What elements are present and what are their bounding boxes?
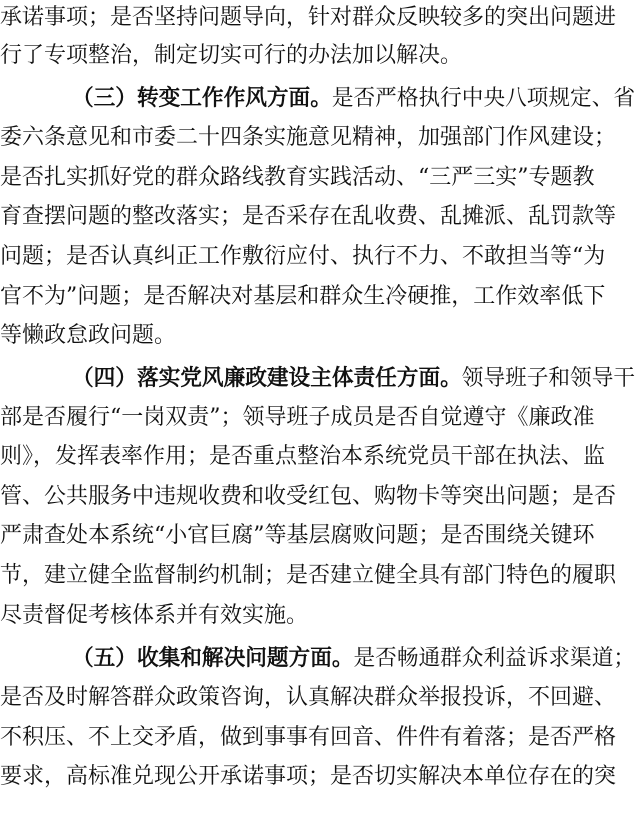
paragraph-line bbox=[0, 683, 639, 721]
line-text: 育查摆问题的整改落实；是否采存在乱收费、乱摊派、乱罚款等 bbox=[0, 204, 617, 229]
line-text: 是否严格执行中央八项规定、省 bbox=[331, 86, 636, 111]
line-text: 官不为”问题；是否解决对基层和群众生冷硬推，工作效率低下 bbox=[0, 284, 606, 309]
section-heading-line bbox=[0, 84, 639, 122]
paragraph-line bbox=[0, 762, 639, 800]
paragraph-line bbox=[0, 123, 639, 161]
paragraph-line bbox=[0, 242, 639, 280]
line-text: 节，建立健全监督制约机制；是否建立健全具有部门特色的履职 bbox=[0, 563, 617, 588]
paragraph-line bbox=[0, 403, 639, 441]
line-text: 严肃查处本系统“小官巨腐”等基层腐败问题；是否围绕关键环 bbox=[0, 523, 595, 548]
paragraph-line bbox=[0, 41, 639, 79]
line-text: 是否扎实抓好党的群众路线教育实践活动、“三严三实”专题教 bbox=[0, 165, 595, 190]
line-text: 不积压、不上交矛盾，做到事事有回音、件件有着落；是否严格 bbox=[0, 725, 617, 750]
paragraph-line bbox=[0, 442, 639, 480]
paragraph-line bbox=[0, 561, 639, 599]
paragraph-line bbox=[0, 321, 639, 359]
line-text: 行了专项整治，制定切实可行的办法加以解决。 bbox=[0, 43, 463, 68]
paragraph-line bbox=[0, 482, 639, 520]
line-text: 领导班子和领导干 bbox=[461, 366, 636, 391]
line-text: 部是否履行“一岗双责”；领导班子成员是否自觉遵守《廉政准 bbox=[0, 405, 595, 430]
paragraph-line bbox=[0, 282, 639, 320]
line-text: 是否及时解答群众政策咨询，认真解决群众举报投诉，不回避、 bbox=[0, 685, 617, 710]
line-text: 管、公共服务中违规收费和收受红包、购物卡等突出问题；是否 bbox=[0, 484, 617, 509]
paragraph-line bbox=[0, 202, 639, 240]
line-text: 委六条意见和市委二十四条实施意见精神，加强部门作风建设； bbox=[0, 125, 617, 150]
line-text: 问题；是否认真纠正工作敷衍应付、执行不力、不敢担当等“为 bbox=[0, 244, 606, 269]
paragraph-line bbox=[0, 601, 639, 639]
section-heading-line bbox=[0, 364, 639, 402]
paragraph-line bbox=[0, 3, 639, 41]
line-text: 要求，高标准兑现公开承诺事项；是否切实解决本单位存在的突 bbox=[0, 764, 617, 789]
section-heading-line bbox=[0, 644, 639, 682]
line-text: 是否畅通群众利益诉求渠道； bbox=[353, 646, 636, 671]
line-text: 等懒政怠政问题。 bbox=[0, 323, 177, 348]
line-text: 则》，发挥表率作用；是否重点整治本系统党员干部在执法、监 bbox=[0, 444, 606, 469]
paragraph-line bbox=[0, 723, 639, 761]
paragraph-line bbox=[0, 163, 639, 201]
paragraph-line bbox=[0, 521, 639, 559]
section-heading: （三）转变工作作风方面。 bbox=[72, 86, 332, 111]
line-text: 尽责督促考核体系并有效实施。 bbox=[0, 603, 309, 628]
section-heading: （四）落实党风廉政建设主体责任方面。 bbox=[72, 366, 462, 391]
line-text: 承诺事项；是否坚持问题导向，针对群众反映较多的突出问题进 bbox=[0, 5, 617, 30]
section-heading: （五）收集和解决问题方面。 bbox=[72, 646, 354, 671]
